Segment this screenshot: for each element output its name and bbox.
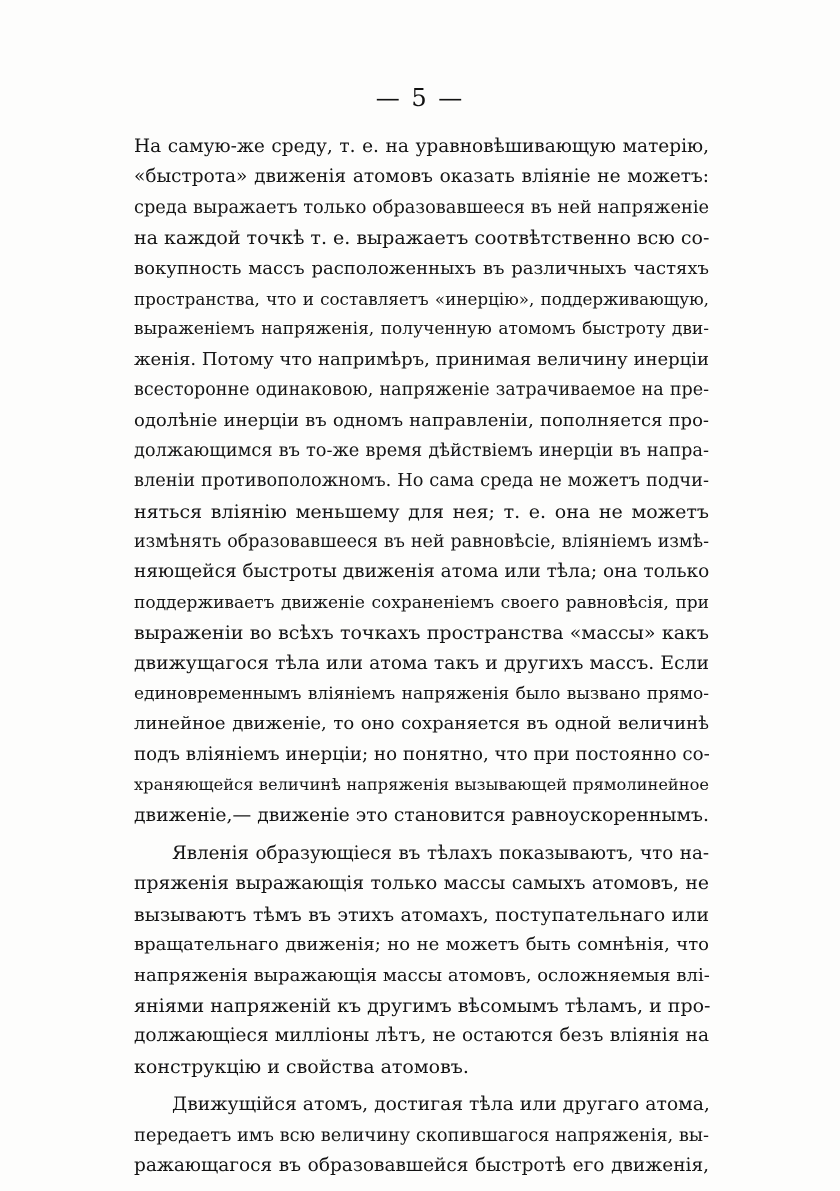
text-line: яніями напряженій къ другимъ вѣсомымъ тѣламъ, и про- <box>134 994 711 1017</box>
text-line: храняющейся величинѣ напряженія вызывающей прямолинейное <box>134 775 709 795</box>
text-line: движущагося тѣла или атома такъ и другихъ массъ. Если <box>134 652 709 674</box>
paragraph-2 <box>134 839 709 1082</box>
text-line: няться вліянію меньшему для нея; т. е. она не можетъ <box>134 500 709 523</box>
body-text <box>134 132 709 1181</box>
text-line: движеніе,— движеніе это становится равноускореннымъ. <box>134 804 709 826</box>
text-line: напряженія выражающія массы атомовъ, осложняемыя влі- <box>134 964 710 986</box>
text-line: выраженіи во всѣхъ точкахъ пространства «массы» какъ <box>134 622 709 645</box>
paragraph-gap <box>134 831 709 839</box>
text-line: вокупность массъ расположенныхъ въ различныхъ частяхъ <box>134 257 709 279</box>
text-line: ражающагося въ образовавшейся быстротѣ его движенія, <box>134 1154 709 1176</box>
text-line: выраженіемъ напряженія, полученную атомомъ быстроту дви- <box>134 319 709 340</box>
text-line: вращательнаго движенія; но не можетъ быть сомнѣнія, что <box>134 934 709 956</box>
text-line: единовременнымъ вліяніемъ напряженія было вызвано прямо- <box>134 684 709 705</box>
text-line: поддерживаетъ движеніе сохраненіемъ своего равновѣсія, при <box>134 592 709 613</box>
text-line: женія. Потому что напримѣръ, принимая величину инерціи <box>134 348 709 370</box>
text-line: Явленія образующіеся въ тѣлахъ показываютъ, что на- <box>172 842 709 864</box>
text-line: одолѣніе инерціи въ одномъ направленіи, пополняется про- <box>134 409 709 431</box>
text-line: Движущійся атомъ, достигая тѣла или другаго атома, <box>172 1094 710 1116</box>
text-line: подъ вліяніемъ инерціи; но понятно, что при постоянно со- <box>134 743 710 765</box>
text-line: всесторонне одинаковою, напряженіе затрачиваемое на пре- <box>134 380 709 401</box>
text-line: линейное движеніе, то оно сохраняется въ одной величинѣ <box>134 713 709 735</box>
text-line: «быстрота» движенія атомовъ оказать вліяніе не можетъ: <box>134 166 709 188</box>
text-line: должающіеся милліоны лѣтъ, не остаются безъ вліянія на <box>134 1025 709 1047</box>
text-line: няющейся быстроты движенія атома или тѣла; она только <box>134 561 710 583</box>
text-line: должающимся въ то-же время дѣйствіемъ инерціи въ напра- <box>134 440 709 461</box>
text-line: среда выражаетъ только образовавшееся въ ней напряженіе <box>134 197 709 218</box>
text-line: измѣнять образовавшееся въ ней равновѣсіе, вліяніемъ измѣ- <box>134 532 709 553</box>
paragraph-3 <box>134 1090 709 1181</box>
text-line: конструкцію и свойства атомовъ. <box>134 1055 469 1078</box>
text-line: пряженія выражающія только массы самыхъ атомовъ, не <box>134 873 709 895</box>
page-number: — 5 — <box>375 84 465 112</box>
text-line: пространства, что и составляетъ «инерцію», поддерживающую, <box>134 288 709 309</box>
paragraph-gap <box>134 1082 709 1090</box>
text-line: на каждой точкѣ т. е. выражаетъ соотвѣтственно всю со- <box>134 227 710 250</box>
text-line: вызываютъ тѣмъ въ этихъ атомахъ, поступательнаго или <box>134 903 709 926</box>
text-line: вленіи противоположномъ. Но сама среда не можетъ подчи- <box>134 471 709 492</box>
text-line: передаетъ имъ всю величину скопившагося напряженія, вы- <box>134 1125 709 1146</box>
text-line: На самую-же среду, т. е. на уравновѣшивающую матерію, <box>134 136 709 157</box>
paragraph-1 <box>134 132 709 831</box>
